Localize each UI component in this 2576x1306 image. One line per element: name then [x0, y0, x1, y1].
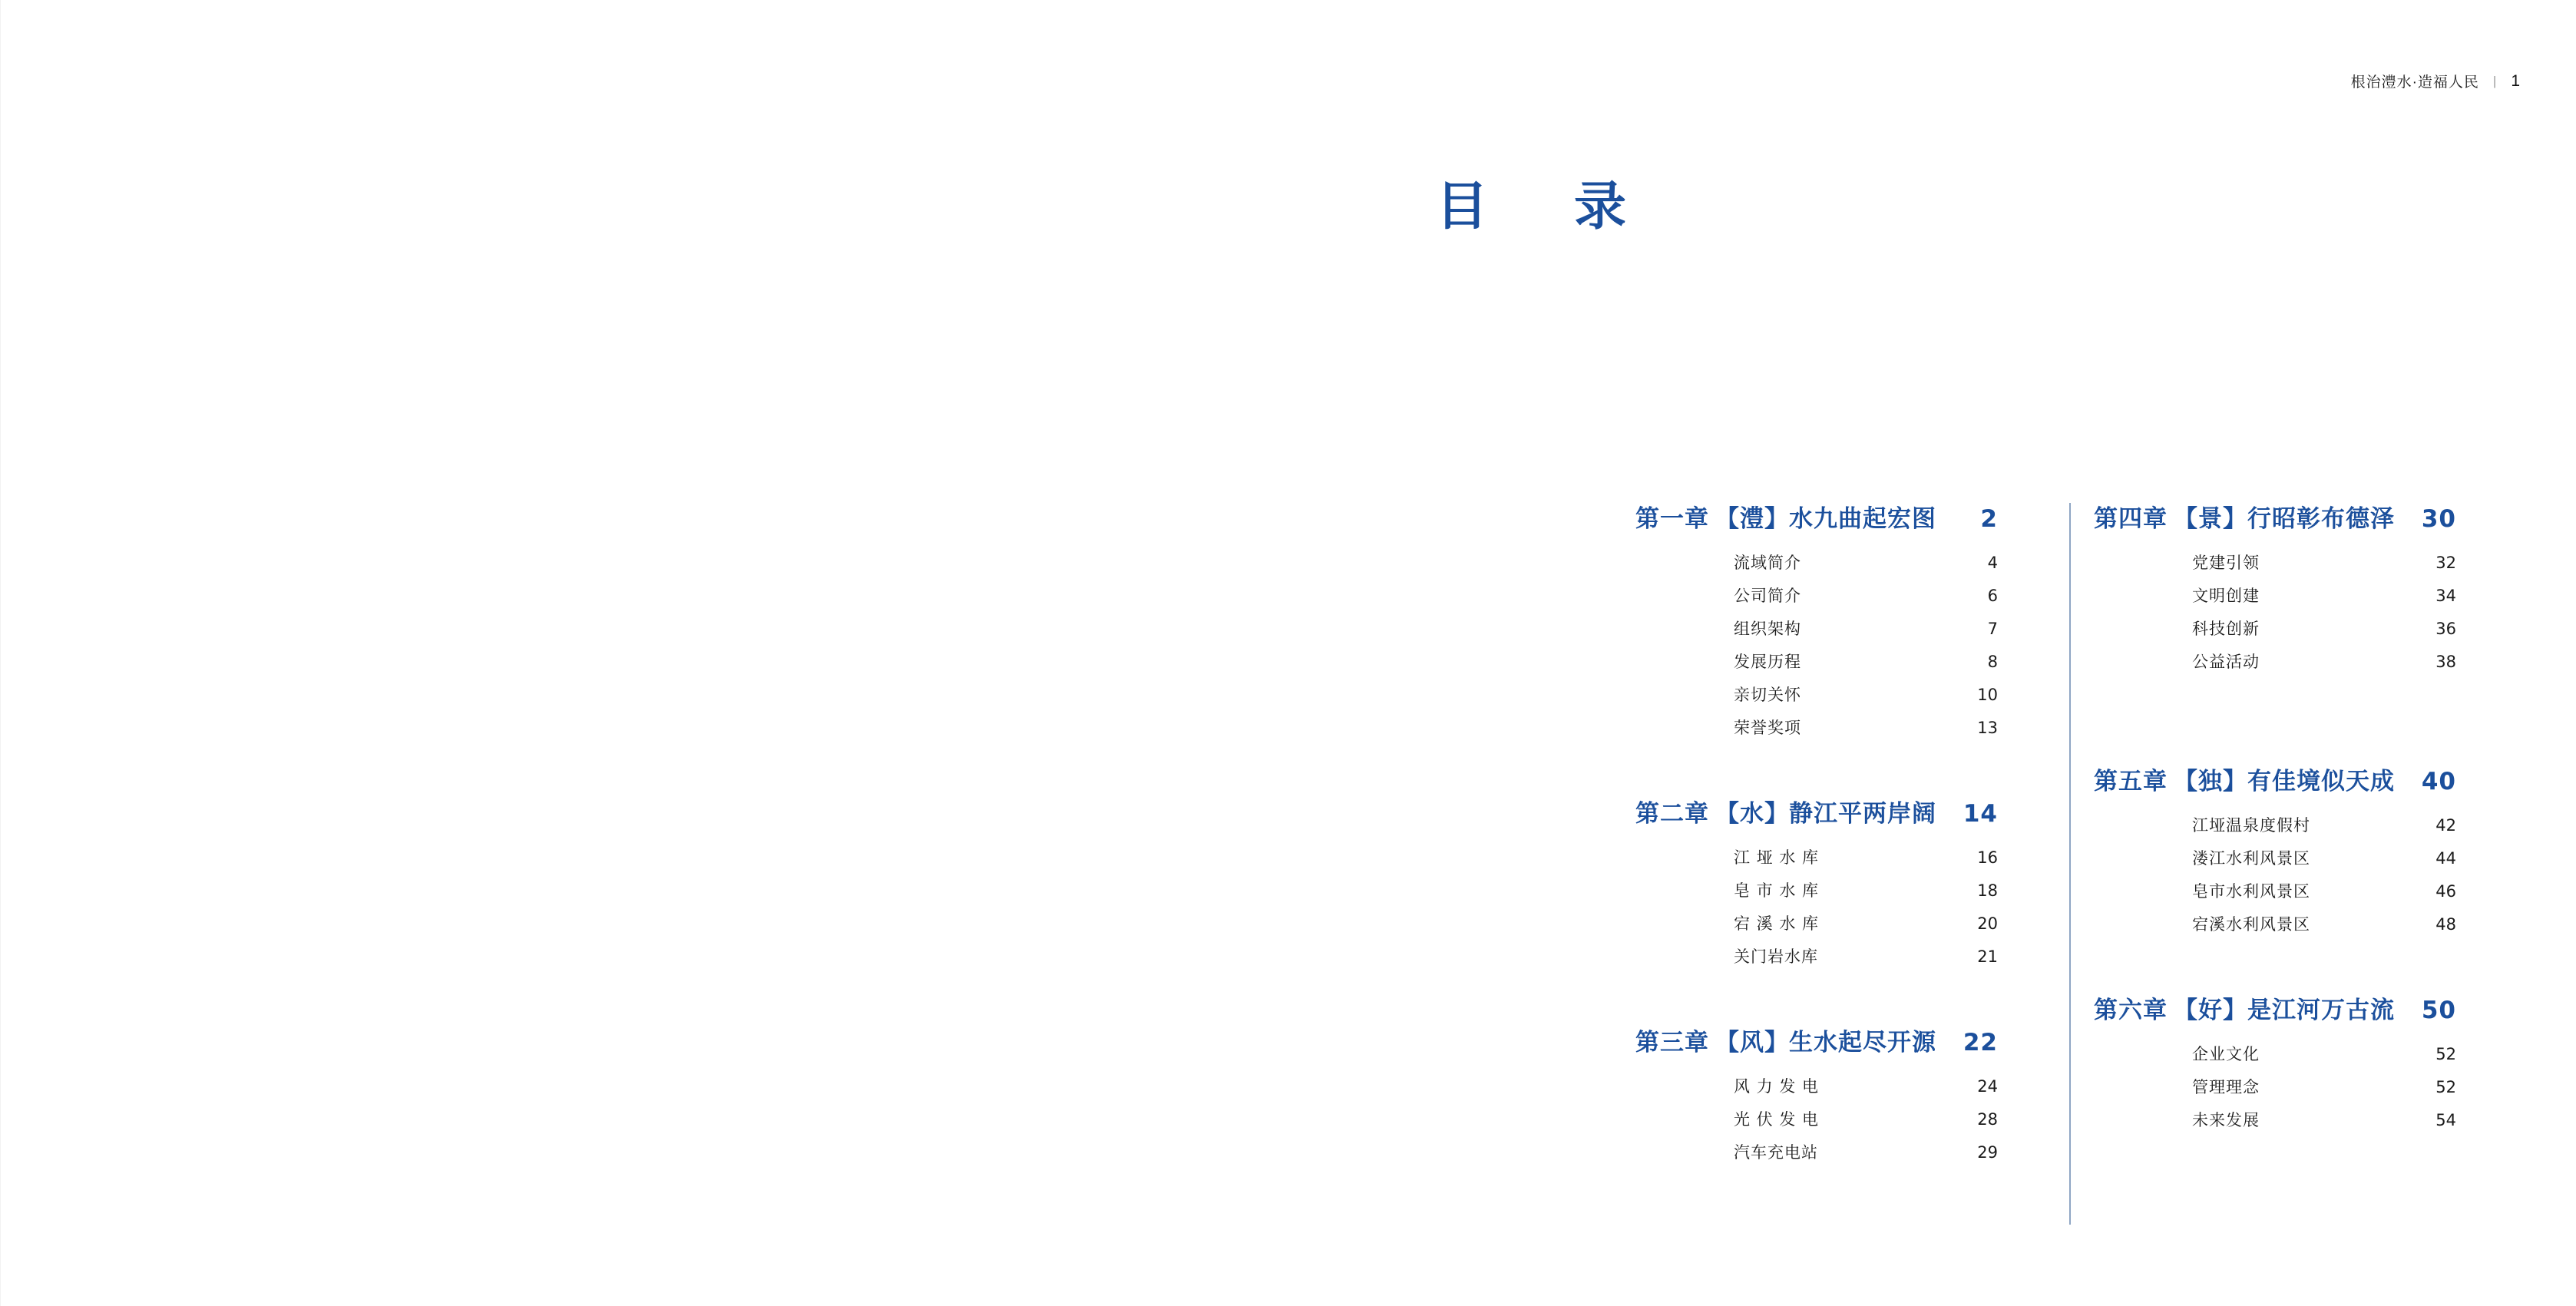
entry-title: 风 力 发 电 — [1734, 1077, 1820, 1096]
toc-entry[interactable] — [1734, 551, 1998, 574]
entry-title: 未来发展 — [2192, 1111, 2260, 1129]
chapter-label: 第六章 — [2094, 997, 2168, 1024]
chapter-title: 【独】有佳境似天成 — [2174, 768, 2395, 795]
running-header — [2351, 71, 2521, 91]
entry-title: 皂 市 水 库 — [1734, 881, 1820, 900]
toc-entry[interactable] — [2192, 912, 2456, 935]
entry-page: 8 — [1987, 653, 1998, 671]
entry-title: 科技创新 — [2192, 620, 2260, 638]
entry-title: 宕溪水利风景区 — [2192, 915, 2310, 934]
chapter-title: 【水】静江平两岸阔 — [1715, 800, 1936, 828]
toc-entry[interactable] — [2192, 813, 2456, 836]
entry-title: 关门岩水库 — [1734, 947, 1818, 966]
toc-entry[interactable] — [2192, 1075, 2456, 1098]
entry-page: 52 — [2435, 1078, 2456, 1096]
toc-entry[interactable] — [2192, 650, 2456, 673]
toc-columns — [1635, 499, 2526, 1173]
header-brand: 根治澧水·造福人民 — [2350, 74, 2479, 91]
chapter-entry-list — [2094, 1042, 2505, 1131]
entry-page: 38 — [2435, 653, 2456, 671]
chapter-heading[interactable] — [2094, 990, 2456, 1025]
entry-title: 公益活动 — [2192, 653, 2260, 671]
entry-page: 48 — [2435, 915, 2456, 934]
chapter-entry-list — [1635, 845, 2046, 967]
chapter-label: 第一章 — [1635, 505, 1709, 533]
chapter-entry[interactable] — [1635, 1023, 2046, 1163]
entry-title: 管理理念 — [2192, 1078, 2260, 1096]
chapter-label: 第四章 — [2094, 505, 2168, 533]
chapter-title: 【澧】水九曲起宏图 — [1715, 505, 1936, 533]
toc-entry[interactable] — [1734, 617, 1998, 640]
entry-page: 32 — [2435, 554, 2456, 572]
entry-title: 江垭温泉度假村 — [2192, 816, 2310, 835]
chapter-heading[interactable] — [1635, 1023, 1998, 1057]
entry-page: 7 — [1987, 620, 1998, 638]
entry-title: 发展历程 — [1734, 653, 1801, 671]
toc-entry[interactable] — [1734, 716, 1998, 739]
toc-entry[interactable] — [2192, 879, 2456, 902]
entry-page: 52 — [2435, 1045, 2456, 1063]
chapter-entry-list — [2094, 813, 2505, 935]
entry-title: 文明创建 — [2192, 587, 2260, 605]
entry-page: 34 — [2435, 587, 2456, 605]
toc-column-left — [1635, 499, 2046, 1173]
entry-title: 江 垭 水 库 — [1734, 848, 1820, 867]
chapter-entry[interactable] — [2094, 990, 2505, 1131]
toc-entry[interactable] — [2192, 1108, 2456, 1131]
toc-entry[interactable] — [1734, 683, 1998, 706]
chapter-page: 40 — [2421, 768, 2456, 795]
page-spine — [0, 0, 1, 1306]
entry-title: 亲切关怀 — [1734, 686, 1801, 704]
entry-title: 企业文化 — [2192, 1045, 2260, 1063]
chapter-title: 【风】生水起尽开源 — [1715, 1029, 1936, 1056]
chapter-page: 50 — [2421, 997, 2456, 1024]
toc-entry[interactable] — [2192, 846, 2456, 869]
page-title: 目 录 — [1436, 177, 1644, 237]
chapter-entry-list — [2094, 551, 2505, 673]
entry-title: 宕 溪 水 库 — [1734, 914, 1820, 933]
entry-title: 公司简介 — [1734, 587, 1801, 605]
entry-page: 54 — [2435, 1111, 2456, 1129]
entry-page: 44 — [2435, 849, 2456, 868]
chapter-heading[interactable] — [2094, 762, 2456, 796]
entry-title: 皂市水利风景区 — [2192, 882, 2310, 901]
header-separator: | — [2492, 73, 2498, 88]
entry-title: 荣誉奖项 — [1734, 719, 1801, 737]
chapter-page: 22 — [1963, 1029, 1998, 1056]
toc-entry[interactable] — [1734, 1074, 1998, 1097]
chapter-entry[interactable] — [2094, 762, 2505, 935]
entry-page: 10 — [1977, 686, 1998, 704]
entry-title: 溇江水利风景区 — [2192, 849, 2310, 868]
chapter-heading[interactable] — [1635, 499, 1998, 534]
toc-entry[interactable] — [1734, 845, 1998, 868]
entry-page: 18 — [1977, 881, 1998, 900]
entry-title: 流域简介 — [1734, 554, 1801, 572]
toc-entry[interactable] — [2192, 617, 2456, 640]
chapter-page: 14 — [1963, 800, 1998, 828]
toc-entry[interactable] — [2192, 1042, 2456, 1065]
chapter-label: 第五章 — [2094, 768, 2168, 795]
chapter-entry-list — [1635, 551, 2046, 739]
chapter-label: 第二章 — [1635, 800, 1709, 828]
chapter-title: 【景】行昭彰布德泽 — [2174, 505, 2395, 533]
chapter-title: 【好】是江河万古流 — [2174, 997, 2395, 1024]
chapter-label: 第三章 — [1635, 1029, 1709, 1056]
toc-entry[interactable] — [1734, 650, 1998, 673]
toc-entry[interactable] — [1734, 878, 1998, 901]
entry-page: 16 — [1977, 848, 1998, 867]
toc-entry[interactable] — [1734, 1107, 1998, 1130]
chapter-heading[interactable] — [1635, 794, 1998, 828]
entry-page: 20 — [1977, 914, 1998, 933]
entry-page: 21 — [1977, 947, 1998, 966]
chapter-entry[interactable] — [1635, 794, 2046, 967]
entry-title: 党建引领 — [2192, 554, 2260, 572]
toc-entry[interactable] — [2192, 584, 2456, 607]
entry-title: 组织架构 — [1734, 620, 1801, 638]
entry-page: 13 — [1977, 719, 1998, 737]
toc-entry[interactable] — [2192, 551, 2456, 574]
entry-page: 6 — [1987, 587, 1998, 605]
toc-entry[interactable] — [1734, 911, 1998, 934]
toc-column-right — [2046, 499, 2505, 1173]
entry-page: 4 — [1987, 554, 1998, 572]
chapter-entry[interactable] — [2094, 499, 2505, 673]
entry-page: 29 — [1977, 1143, 1998, 1162]
entry-page: 24 — [1977, 1077, 1998, 1096]
chapter-entry[interactable] — [1635, 499, 2046, 739]
chapter-page: 30 — [2421, 505, 2456, 533]
chapter-page: 2 — [1980, 505, 1998, 533]
entry-page: 42 — [2435, 816, 2456, 835]
chapter-entry-list — [1635, 1074, 2046, 1163]
entry-title: 光 伏 发 电 — [1734, 1110, 1820, 1129]
header-page-number: 1 — [2511, 71, 2521, 90]
chapter-heading[interactable] — [2094, 499, 2456, 534]
entry-page: 46 — [2435, 882, 2456, 901]
entry-title: 汽车充电站 — [1734, 1143, 1818, 1162]
entry-page: 28 — [1977, 1110, 1998, 1129]
toc-entry[interactable] — [1734, 584, 1998, 607]
entry-page: 36 — [2435, 620, 2456, 638]
toc-entry[interactable] — [1734, 944, 1998, 967]
toc-entry[interactable] — [1734, 1140, 1998, 1163]
